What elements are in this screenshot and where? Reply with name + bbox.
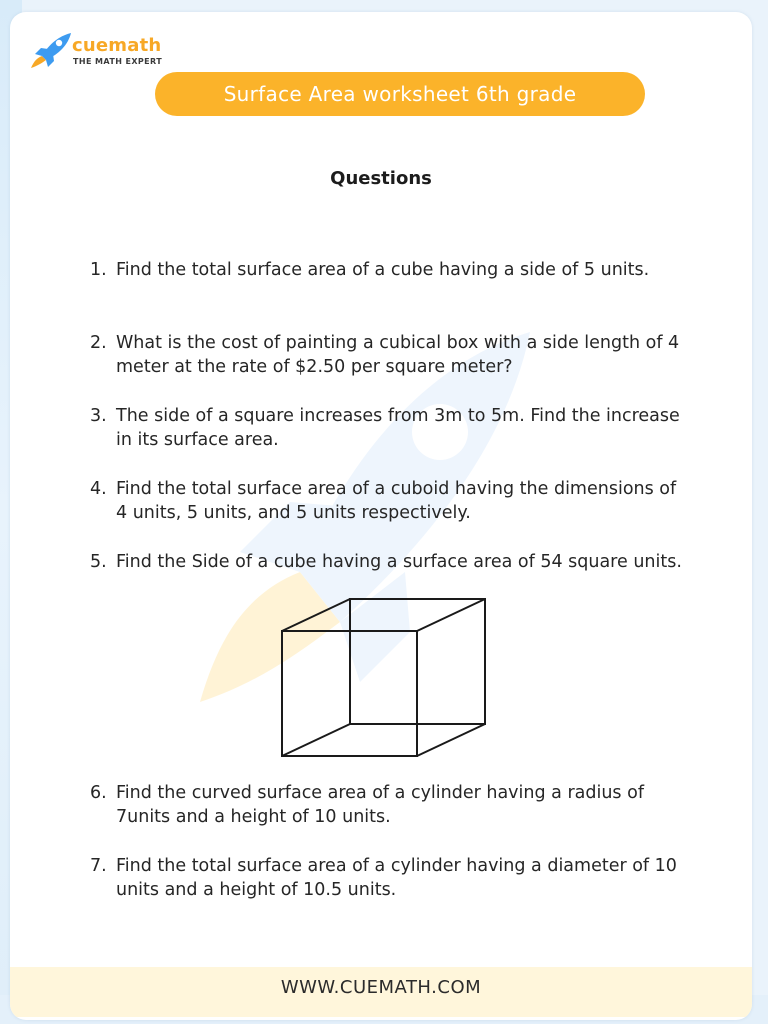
question-item bbox=[90, 258, 690, 282]
question-text: The side of a square increases from 3m to 5m. Find the increase in its surface area. bbox=[116, 406, 680, 450]
questions-heading: Questions bbox=[330, 168, 432, 189]
question-item bbox=[90, 781, 690, 829]
question-number: 2. bbox=[90, 333, 107, 353]
question-item bbox=[90, 477, 690, 525]
question-item bbox=[90, 550, 690, 574]
question-number: 4. bbox=[90, 479, 107, 499]
question-number: 6. bbox=[90, 783, 107, 803]
question-number: 3. bbox=[90, 406, 107, 426]
worksheet-title: Surface Area worksheet 6th grade bbox=[155, 72, 645, 116]
question-text: Find the Side of a cube having a surface area of 54 square units. bbox=[116, 552, 682, 572]
question-text: Find the total surface area of a cylinder having a diameter of 10 units and a height of 10.5 units. bbox=[116, 856, 677, 900]
question-number: 5. bbox=[90, 552, 107, 572]
question-text: Find the curved surface area of a cylinder having a radius of 7units and a height of 10 units. bbox=[116, 783, 644, 827]
question-item bbox=[90, 854, 690, 902]
brand-name: cuemath bbox=[72, 35, 162, 56]
footer-url[interactable]: WWW.CUEMATH.COM bbox=[280, 977, 482, 998]
question-number: 7. bbox=[90, 856, 107, 876]
question-item bbox=[90, 404, 690, 452]
brand-tagline: THE MATH EXPERT bbox=[73, 57, 163, 66]
question-number: 1. bbox=[90, 260, 107, 280]
worksheet-page bbox=[10, 12, 752, 1020]
question-text: What is the cost of painting a cubical box with a side length of 4 meter at the rate of $2.50 per square meter? bbox=[116, 333, 680, 377]
question-text: Find the total surface area of a cuboid having the dimensions of 4 units, 5 units, and 5 units respectively. bbox=[116, 479, 677, 523]
wireframe-cube-icon bbox=[272, 597, 492, 762]
question-text: Find the total surface area of a cube having a side of 5 units. bbox=[116, 260, 650, 280]
question-item bbox=[90, 331, 690, 379]
